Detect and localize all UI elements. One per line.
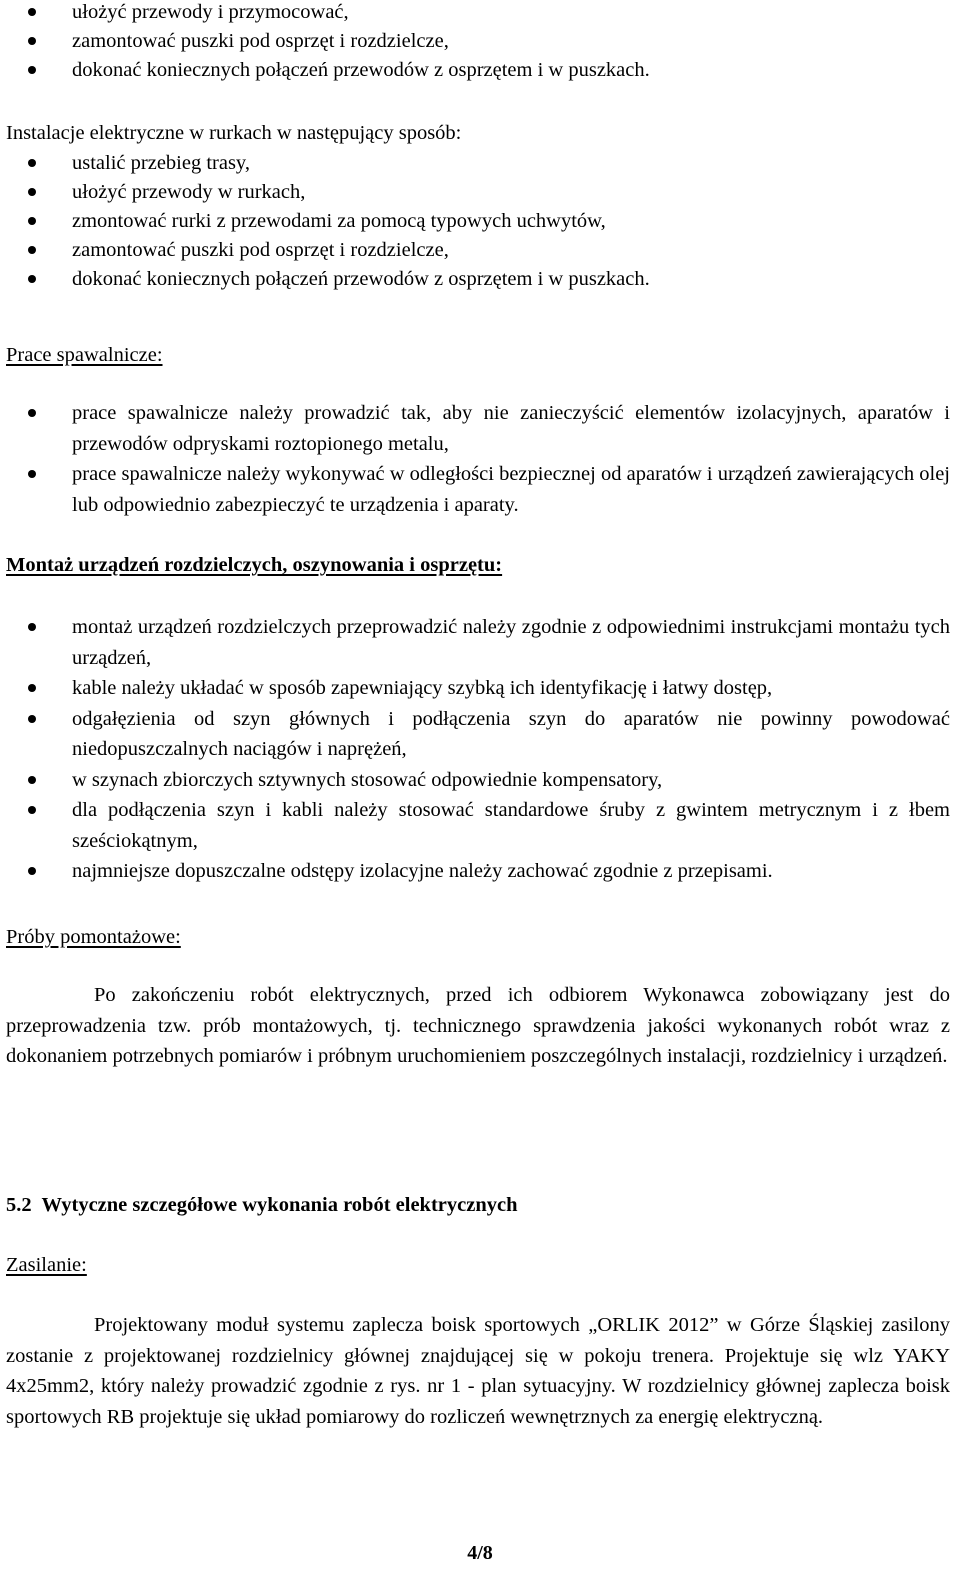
bullet-icon (28, 623, 36, 631)
bullet-icon (28, 867, 36, 875)
bullet-icon (28, 66, 36, 74)
list-item-text: zamontować puszki pod osprzęt i rozdzielcze, (72, 238, 449, 261)
bullet-icon (28, 217, 36, 225)
list-item (6, 673, 950, 704)
list-item-text: prace spawalnicze należy wykonywać w odległości bezpiecznej od aparatów i urządzeń zawierających olej lub odpowiednio zabezpieczyć te urządzenia i aparaty. (72, 463, 950, 516)
list-item (6, 459, 950, 520)
list-item-text: zmontować rurki z przewodami za pomocą typowych uchwytów, (72, 209, 606, 232)
list-item (6, 207, 950, 236)
bullet-icon (28, 188, 36, 196)
list-item-text: zamontować puszki pod osprzęt i rozdzielcze, (72, 30, 449, 52)
section-52-block (6, 1190, 950, 1220)
list-item (6, 0, 950, 27)
assembly-heading-block (6, 550, 950, 580)
list-item-text: montaż urządzeń rozdzielczych przeprowadzić należy zgodnie z odpowiednimi instrukcjami montażu tych urządzeń, (72, 616, 950, 669)
tests-paragraph: Po zakończeniu robót elektrycznych, przed ich odbiorem Wykonawca zobowiązany jest do przeprowadzenia tzw. prób montażowych, tj. technicznego sprawdzenia jakości wykonanych robót wraz z dokonaniem potrzebnych pomiarów i próbnym uruchomieniem poszczególnych instalacji, rozdzielnicy i urządzeń. (6, 984, 950, 1067)
tests-heading-block (6, 922, 950, 952)
list-item (6, 765, 950, 796)
assembly-heading: Montaż urządzeń rozdzielczych, oszynowania i osprzętu: (6, 554, 503, 576)
power-paragraph: Projektowany moduł systemu zaplecza boisk sportowych „ORLIK 2012” w Górze Śląskiej zasilony zostanie z projektowanej rozdzielnicy głównej znajdującej się w pokoju trenera. Projektuje się wlz YAKY 4x25mm2, który należy prowadzić zgodnie z rys. nr 1 - plan sytuacyjny. W rozdzielnicy głównej zaplecza boisk sportowych RB projektuje się układ pomiarowy do rozliczeń wewnętrznych za energię elektryczną. (6, 1314, 950, 1428)
bullet-icon (28, 470, 36, 478)
section-title: 5.2 Wytyczne szczegółowe wykonania robót elektrycznych (6, 1194, 518, 1216)
top-bullet-list (6, 0, 950, 85)
list-item (6, 612, 950, 673)
list-item-text: ustalić przebieg trasy, (72, 151, 250, 174)
list-item (6, 265, 950, 294)
conduit-intro: Instalacje elektryczne w rurkach w następujący sposób: (6, 122, 462, 144)
welding-bullet-list (6, 398, 950, 520)
list-item (6, 856, 950, 887)
welding-heading: Prace spawalnicze: (6, 344, 163, 366)
list-item (6, 27, 950, 56)
list-item (6, 236, 950, 265)
bullet-icon (28, 715, 36, 723)
bullet-icon (28, 806, 36, 814)
conduit-block (6, 118, 950, 294)
bullet-icon (28, 776, 36, 784)
welding-heading-block (6, 340, 950, 370)
list-item-text: kable należy układać w sposób zapewniający szybką ich identyfikację i łatwy dostęp, (72, 677, 773, 699)
bullet-icon (28, 159, 36, 167)
welding-list-block (6, 398, 950, 520)
assembly-bullet-list (6, 612, 950, 887)
bullet-icon (28, 37, 36, 45)
list-item-text: w szynach zbiorczych sztywnych stosować odpowiednie kompensatory, (72, 768, 663, 791)
list-item-text: ułożyć przewody i przymocować, (72, 1, 349, 23)
list-item-text: odgałęzienia od szyn głównych i podłączenia szyn do aparatów nie powinny powodować niedopuszczalnych naciągów i naprężeń, (72, 707, 950, 760)
bullet-icon (28, 246, 36, 254)
list-item (6, 398, 950, 459)
power-body-block (6, 1310, 950, 1432)
bullet-icon (28, 275, 36, 283)
list-item (6, 149, 950, 178)
list-item (6, 178, 950, 207)
list-item (6, 795, 950, 856)
list-item-text: dokonać koniecznych połączeń przewodów z osprzętem i w puszkach. (72, 59, 650, 81)
bullet-icon (28, 8, 36, 16)
list-item-text: najmniejsze dopuszczalne odstępy izolacyjne należy zachować zgodnie z przepisami. (72, 860, 773, 882)
list-item-text: dokonać koniecznych połączeń przewodów z osprzętem i w puszkach. (72, 267, 650, 290)
top-list-block (6, 0, 950, 85)
list-item (6, 704, 950, 765)
tests-body-block (6, 980, 950, 1072)
list-item (6, 56, 950, 85)
tests-heading: Próby pomontażowe: (6, 926, 181, 948)
page-number: 4/8 (467, 1542, 493, 1564)
list-item-text: ułożyć przewody w rurkach, (72, 180, 306, 203)
list-item-text: prace spawalnicze należy prowadzić tak, aby nie zanieczyścić elementów izolacyjnych, aparatów i przewodów odpryskami roztopionego metalu, (72, 402, 950, 455)
power-heading-block (6, 1250, 950, 1280)
list-item-text: dla podłączenia szyn i kabli należy stosować standardowe śruby z gwintem metrycznym i z łbem sześciokątnym, (72, 799, 950, 852)
bullet-icon (28, 684, 36, 692)
bullet-icon (28, 409, 36, 417)
conduit-bullet-list (6, 149, 950, 294)
power-heading: Zasilanie: (6, 1254, 87, 1276)
assembly-list-block (6, 612, 950, 887)
